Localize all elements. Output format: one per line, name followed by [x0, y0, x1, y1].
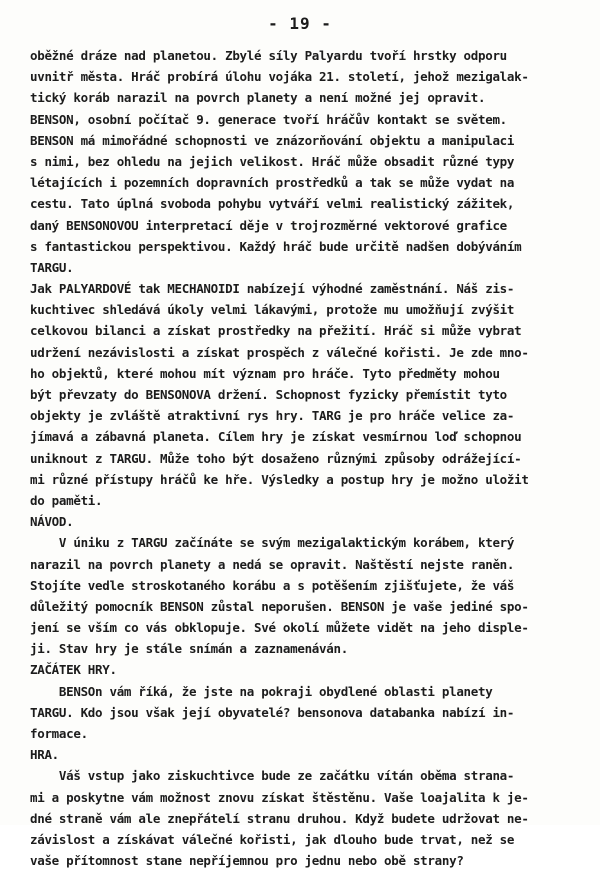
text-line: uniknout z TARGU. Může toho být dosaženo různými způsoby odrážející-: [30, 450, 522, 466]
text-line: TARGU.: [30, 259, 74, 275]
text-line: Váš vstup jako ziskuchtivce bude ze začátku vítán oběma strana-: [30, 768, 515, 784]
text-line: BENSON má mimořádné schopnosti ve znázorňování objektu a manipulaci: [30, 132, 515, 148]
text-line: létajících i pozemních dopravních prostředků a tak se může vydat na: [30, 175, 515, 191]
text-line: jímavá a zábavná planeta. Cílem hry je získat vesmírnou loď schopnou: [30, 429, 522, 445]
text-line: důležitý pomocník BENSON zůstal neporušen. BENSON je vaše jediné spo-: [30, 598, 529, 614]
text-line: Stojíte vedle stroskotaného korábu a s potěšením zjišťujete, že váš: [30, 577, 515, 593]
text-line: tický koráb narazil na povrch planety a není možné jej opravit.: [30, 90, 486, 106]
text-line: NÁVOD.: [30, 514, 74, 530]
page-number: - 19 -: [268, 14, 332, 33]
text-line: oběžné dráze nad planetou. Zbylé síly Palyardu tvoří hrstky odporu: [30, 48, 507, 63]
text-line: závislost a získávat válečné kořisti, jak dlouho bude trvat, než se: [30, 831, 515, 847]
text-line: HRA.: [30, 747, 59, 763]
text-line: ho objektů, které mohou mít význam pro hráče. Tyto předměty mohou: [30, 365, 500, 381]
body-text: [30, 45, 585, 871]
text-line: BENSOn vám říká, že jste na pokraji obydlené oblasti planety: [30, 683, 493, 699]
text-line: dné straně vám ale znepřátelí stranu druhou. Když budete udržovat ne-: [30, 810, 529, 826]
text-line: daný BENSONOVOU interpretací děje v trojrozměrné vektorové grafice: [30, 217, 507, 233]
text-line: jení se vším co vás obklopuje. Své okolí můžete vidět na jeho disple-: [30, 620, 529, 636]
text-line: kuchtivec shledává úkoly velmi lákavými, protože mu umožňují zvýšit: [30, 302, 515, 318]
text-line: do paměti.: [30, 492, 103, 508]
text-line: uvnitř města. Hráč probírá úlohu vojáka 21. století, jehož mezigalak-: [30, 69, 529, 85]
text-line: s nimi, bez ohledu na jejich velikost. Hráč může obsadit různé typy: [30, 153, 515, 169]
text-line: objekty je zvláště atraktivní rys hry. TARG je pro hráče velice za-: [30, 408, 515, 424]
text-line: být převzaty do BENSONOVA držení. Schopnost fyzicky přemístit tyto: [30, 387, 507, 402]
text-line: udržení nezávislosti a získat prospěch z válečné kořisti. Je zde mno-: [30, 344, 529, 360]
text-line: celkovou bilanci a získat prostředky na přežití. Hráč si může vybrat: [30, 323, 522, 339]
text-line: mi a poskytne vám možnost znovu získat štěstěnu. Vaše loajalita k je-: [30, 789, 529, 805]
text-line: ZAČÁTEK HRY.: [30, 662, 117, 678]
text-line: cestu. Tato úplná svoboda pohybu vytváří velmi realistický zážitek,: [30, 196, 515, 212]
text-line: ji. Stav hry je stále snímán a zaznamenáván.: [30, 641, 348, 657]
text-line: BENSON, osobní počítač 9. generace tvoří hráčův kontakt se světem.: [30, 111, 507, 127]
text-line: Jak PALYARDOVÉ tak MECHANOIDI nabízejí výhodné zaměstnání. Náš zis-: [30, 281, 515, 297]
text-line: mi různé přístupy hráčů ke hře. Výsledky a postup hry je možno uložit: [30, 471, 529, 487]
text-line: formace.: [30, 726, 88, 741]
text-line: narazil na povrch planety a nedá se opravit. Naštěstí nejste raněn.: [30, 556, 515, 572]
text-line: vaše přítomnost stane nepříjemnou pro jednu nebo obě strany?: [30, 853, 464, 869]
text-line: s fantastickou perspektivou. Každý hráč bude určitě nadšen dobýváním: [30, 238, 522, 254]
text-line: V úniku z TARGU začínáte se svým mezigalaktickým korábem, který: [30, 535, 515, 551]
text-line: TARGU. Kdo jsou však její obyvatelé? bensonova databanka nabízí in-: [30, 704, 515, 720]
